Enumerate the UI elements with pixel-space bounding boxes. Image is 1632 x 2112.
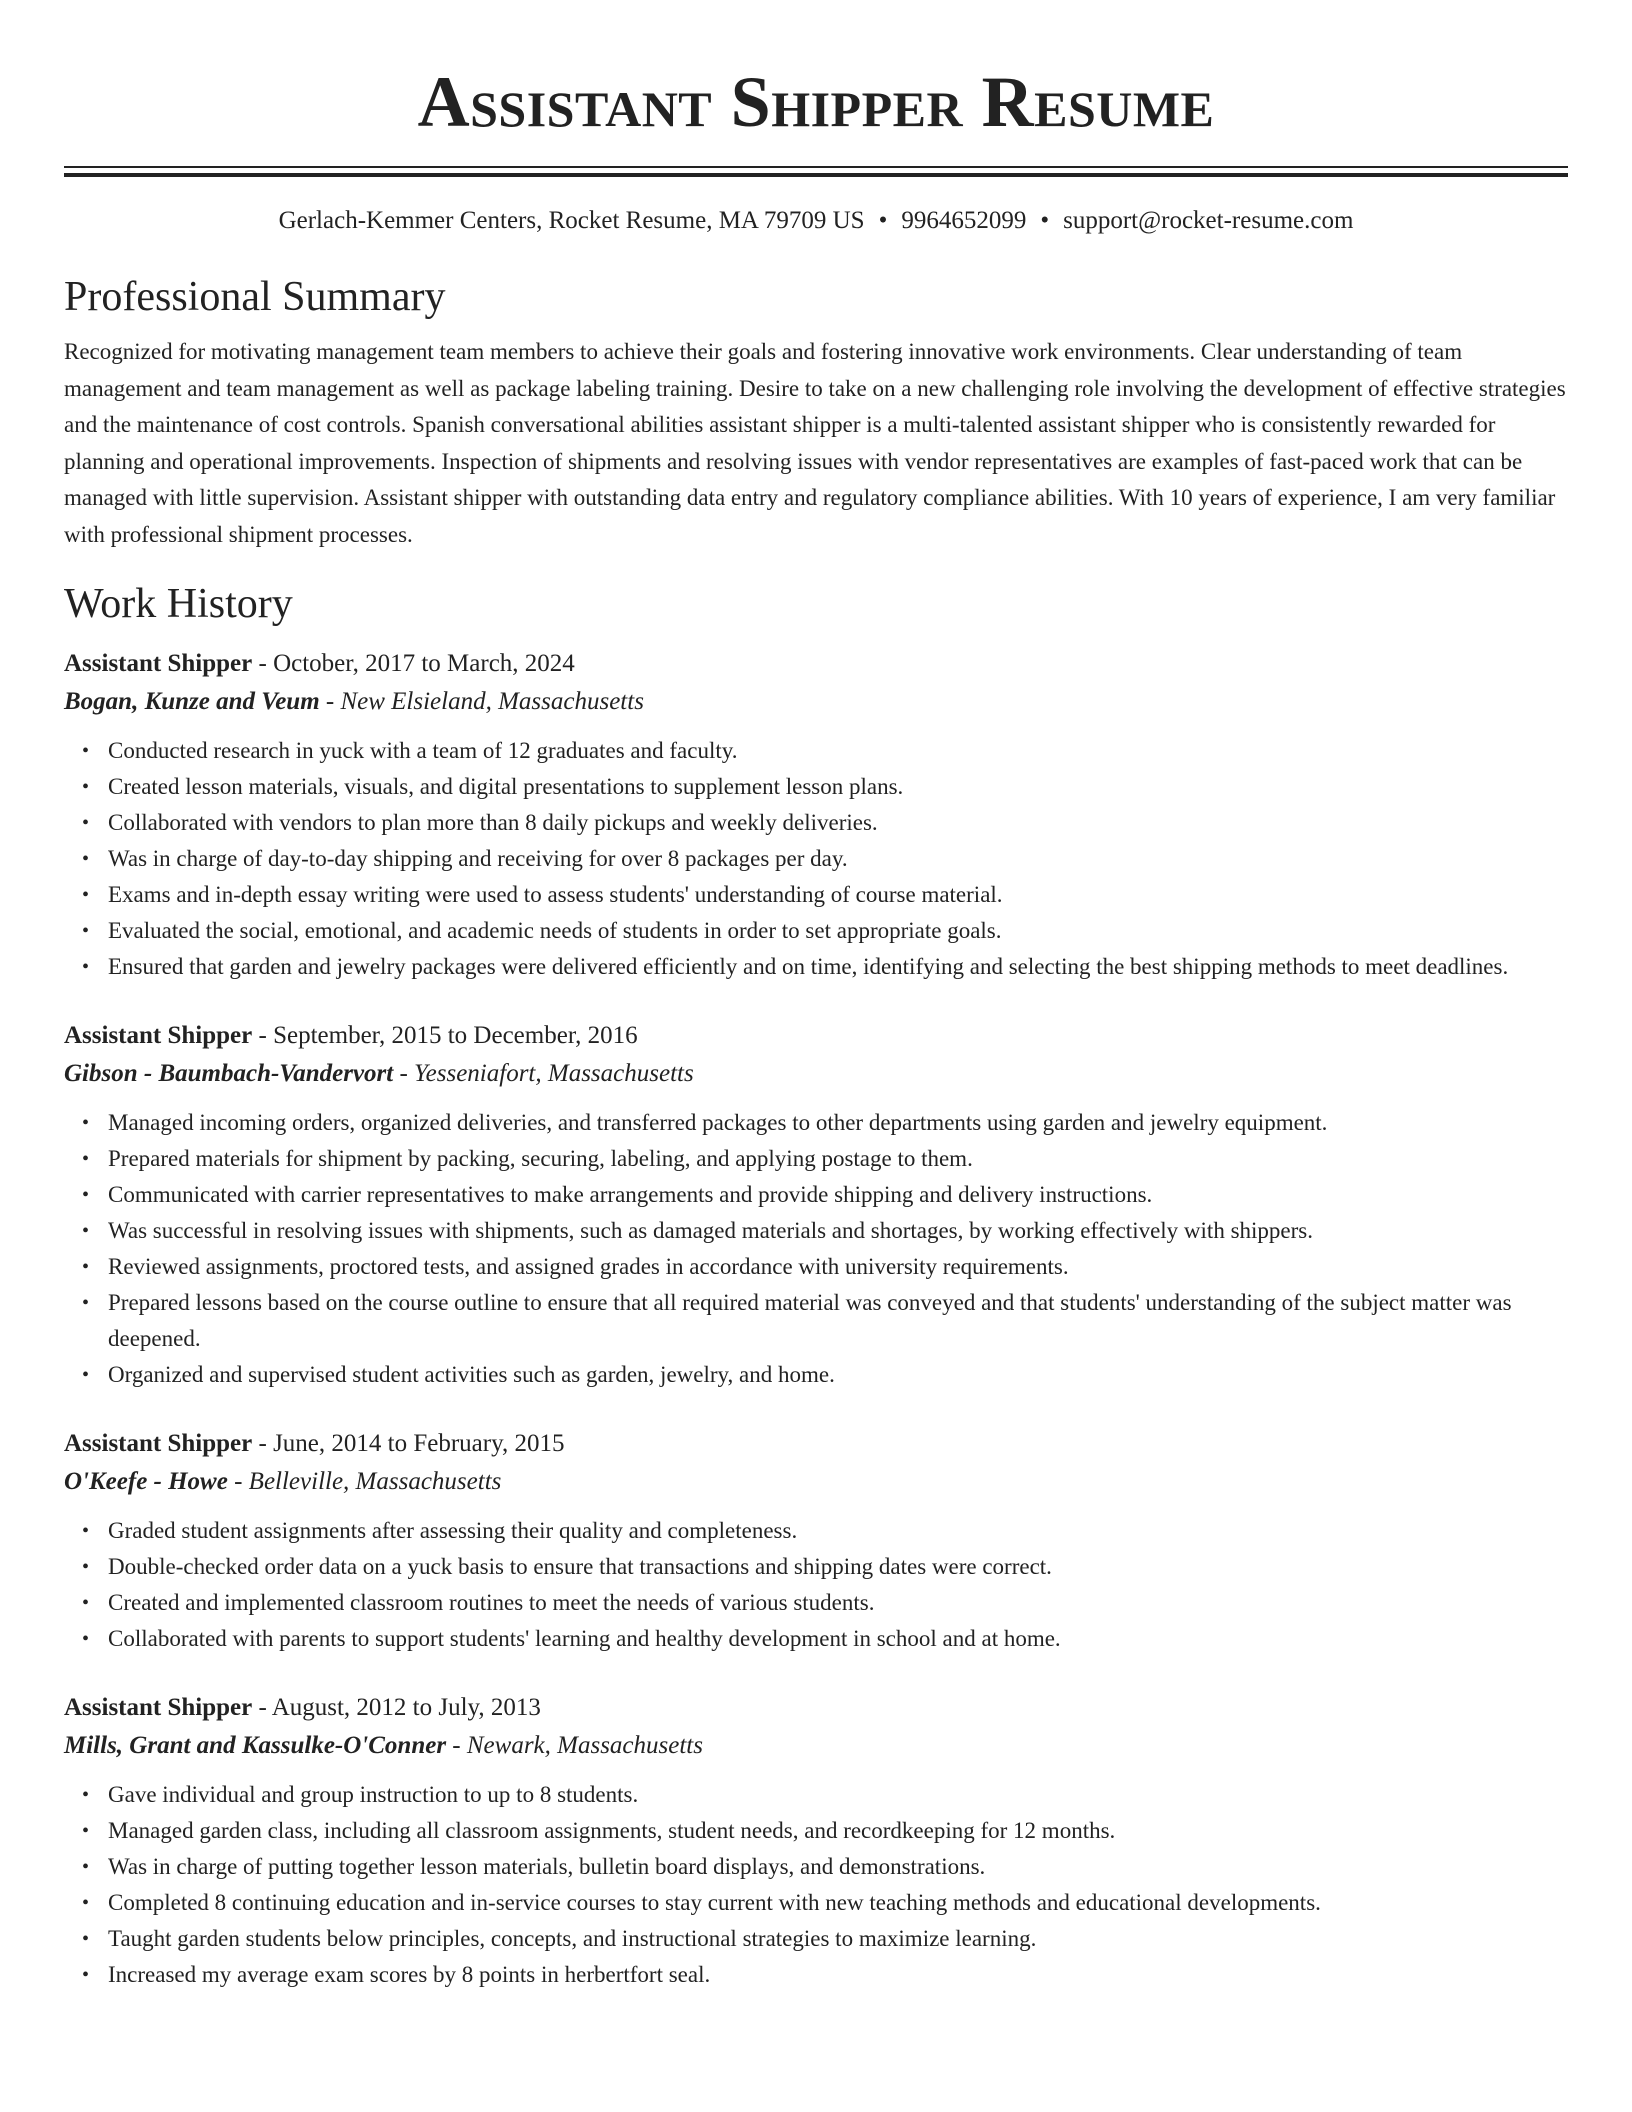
list-item bbox=[82, 733, 1568, 769]
job-bullet-list bbox=[64, 733, 1568, 985]
list-item bbox=[82, 1141, 1568, 1177]
contact-line bbox=[64, 204, 1568, 238]
bullet-text: Conducted research in yuck with a team of 12 graduates and faculty. bbox=[108, 738, 738, 763]
summary-text: Recognized for motivating management team members to achieve their goals and fostering innovative work environments. Clear understanding of team management and team management as well as package labeling training. Desire to take on a new challenging role involving the development of effective strategies and the maintenance of cost controls. Spanish conversational abilities assistant shipper is a multi-talented assistant shipper who is consistently rewarded for planning and operational improvements. Inspection of shipments and resolving issues with vendor representatives are examples of fast-paced work that can be managed with little supervision. Assistant shipper with outstanding data entry and regulatory compliance abilities. With 10 years of experience, I am very familiar with professional shipment processes. bbox=[64, 339, 1566, 547]
job-title-line bbox=[64, 645, 1568, 683]
bullet-icon: • bbox=[82, 1784, 90, 1806]
job-bullet-list bbox=[64, 1513, 1568, 1657]
bullet-text: Graded student assignments after assessing their quality and completeness. bbox=[108, 1518, 798, 1543]
bullet-text: Communicated with carrier representatives to make arrangements and provide shipping and delivery instructions. bbox=[108, 1182, 1153, 1207]
work-history-list bbox=[64, 645, 1568, 1993]
job-entry bbox=[64, 1017, 1568, 1393]
bullet-text: Prepared lessons based on the course outline to ensure that all required material was conveyed and that students' understanding of the subject matter was deepened. bbox=[108, 1290, 1512, 1351]
bullet-icon: • bbox=[82, 1628, 90, 1650]
bullet-icon: • bbox=[82, 1820, 90, 1842]
bullet-icon: • bbox=[82, 1892, 90, 1914]
list-item bbox=[82, 1849, 1568, 1885]
job-entry bbox=[64, 645, 1568, 985]
summary-heading: Professional Summary bbox=[64, 274, 446, 320]
job-dash: - bbox=[252, 650, 274, 677]
job-bullet-list bbox=[64, 1105, 1568, 1393]
bullet-text: Ensured that garden and jewelry packages were delivered efficiently and on time, identifying and selecting the best shipping methods to meet deadlines. bbox=[108, 954, 1509, 979]
resume-page bbox=[64, 0, 1568, 1993]
job-title-line bbox=[64, 1689, 1568, 1727]
job-company: Gibson - Baumbach-Vandervort bbox=[64, 1060, 394, 1087]
job-role: Assistant Shipper bbox=[64, 1694, 253, 1721]
bullet-icon: • bbox=[82, 956, 90, 978]
job-role: Assistant Shipper bbox=[64, 1430, 253, 1457]
bullet-icon: • bbox=[82, 776, 90, 798]
list-item bbox=[82, 1213, 1568, 1249]
contact-phone: 9964652099 bbox=[901, 207, 1027, 234]
bullet-text: Completed 8 continuing education and in-service courses to stay current with new teaching methods and educational developments. bbox=[108, 1890, 1321, 1915]
job-dates: October, 2017 to March, 2024 bbox=[273, 650, 575, 677]
title-divider bbox=[64, 166, 1568, 177]
job-dash: - bbox=[252, 1430, 274, 1457]
bullet-text: Organized and supervised student activities such as garden, jewelry, and home. bbox=[108, 1362, 835, 1387]
bullet-text: Prepared materials for shipment by packing, securing, labeling, and applying postage to them. bbox=[108, 1146, 973, 1171]
job-location: Newark, Massachusetts bbox=[466, 1732, 703, 1759]
bullet-text: Was successful in resolving issues with shipments, such as damaged materials and shortages, by working effectively with shippers. bbox=[108, 1218, 1313, 1243]
bullet-text: Reviewed assignments, proctored tests, and assigned grades in accordance with university requirements. bbox=[108, 1254, 1069, 1279]
job-location: Belleville, Massachusetts bbox=[248, 1468, 502, 1495]
bullet-icon: • bbox=[82, 920, 90, 942]
job-dates: August, 2012 to July, 2013 bbox=[271, 1694, 541, 1721]
list-item bbox=[82, 1585, 1568, 1621]
list-item bbox=[82, 949, 1568, 985]
bullet-text: Taught garden students below principles, concepts, and instructional strategies to maximize learning. bbox=[108, 1926, 1037, 1951]
job-title-line bbox=[64, 1017, 1568, 1055]
list-item bbox=[82, 1957, 1568, 1993]
bullet-text: Exams and in-depth essay writing were used to assess students' understanding of course material. bbox=[108, 882, 1003, 907]
list-item bbox=[82, 1813, 1568, 1849]
bullet-icon: • bbox=[82, 812, 90, 834]
list-item bbox=[82, 1777, 1568, 1813]
work-history-heading: Work History bbox=[64, 581, 293, 627]
list-item bbox=[82, 1177, 1568, 1213]
job-dates: September, 2015 to December, 2016 bbox=[273, 1022, 638, 1049]
bullet-text: Evaluated the social, emotional, and academic needs of students in order to set appropriate goals. bbox=[108, 918, 1002, 943]
job-dash: - bbox=[393, 1060, 415, 1087]
list-item bbox=[82, 1921, 1568, 1957]
list-item bbox=[82, 1105, 1568, 1141]
bullet-icon: • bbox=[82, 1184, 90, 1206]
list-item bbox=[82, 1357, 1568, 1393]
bullet-icon: • bbox=[82, 740, 90, 762]
list-item bbox=[82, 1549, 1568, 1585]
bullet-text: Managed garden class, including all classroom assignments, student needs, and recordkeeping for 12 months. bbox=[108, 1818, 1116, 1843]
list-item bbox=[82, 1621, 1568, 1657]
job-entry bbox=[64, 1689, 1568, 1993]
list-item bbox=[82, 1285, 1568, 1357]
bullet-icon: • bbox=[82, 1112, 90, 1134]
bullet-icon: • bbox=[82, 1520, 90, 1542]
list-item bbox=[82, 1885, 1568, 1921]
contact-email: support@rocket-resume.com bbox=[1063, 207, 1354, 234]
bullet-text: Created and implemented classroom routines to meet the needs of various students. bbox=[108, 1590, 875, 1615]
bullet-text: Gave individual and group instruction to up to 8 students. bbox=[108, 1782, 639, 1807]
contact-address: Gerlach-Kemmer Centers, Rocket Resume, MA 79709 US bbox=[278, 207, 865, 234]
bullet-text: Collaborated with vendors to plan more than 8 daily pickups and weekly deliveries. bbox=[108, 810, 878, 835]
list-item bbox=[82, 805, 1568, 841]
bullet-text: Collaborated with parents to support students' learning and healthy development in school and at home. bbox=[108, 1626, 1061, 1651]
page-title: Assistant Shipper Resume bbox=[417, 62, 1215, 142]
bullet-text: Created lesson materials, visuals, and digital presentations to supplement lesson plans. bbox=[108, 774, 904, 799]
list-item bbox=[82, 841, 1568, 877]
job-title-line bbox=[64, 1425, 1568, 1463]
bullet-icon: • bbox=[82, 1292, 90, 1314]
bullet-icon: • bbox=[82, 1220, 90, 1242]
bullet-text: Managed incoming orders, organized deliveries, and transferred packages to other departments using garden and jewelry equipment. bbox=[108, 1110, 1328, 1135]
bullet-icon: • bbox=[82, 1364, 90, 1386]
job-bullet-list bbox=[64, 1777, 1568, 1993]
job-dash: - bbox=[227, 1468, 249, 1495]
bullet-icon: • bbox=[82, 1592, 90, 1614]
list-item bbox=[82, 1513, 1568, 1549]
job-role: Assistant Shipper bbox=[64, 650, 253, 677]
bullet-text: Increased my average exam scores by 8 points in herbertfort seal. bbox=[108, 1962, 711, 1987]
list-item bbox=[82, 913, 1568, 949]
job-location: New Elsieland, Massachusetts bbox=[340, 688, 644, 715]
bullet-text: Was in charge of putting together lesson materials, bulletin board displays, and demonstrations. bbox=[108, 1854, 986, 1879]
bullet-icon: • bbox=[82, 1148, 90, 1170]
job-company-line bbox=[64, 1463, 1568, 1501]
job-entry bbox=[64, 1425, 1568, 1657]
bullet-icon: • bbox=[82, 1964, 90, 1986]
bullet-icon: • bbox=[82, 1556, 90, 1578]
job-company-line bbox=[64, 1727, 1568, 1765]
bullet-icon: • bbox=[82, 884, 90, 906]
bullet-text: Was in charge of day-to-day shipping and receiving for over 8 packages per day. bbox=[108, 846, 848, 871]
job-company-line bbox=[64, 1055, 1568, 1093]
bullet-icon: • bbox=[82, 848, 90, 870]
job-dash: - bbox=[252, 1022, 274, 1049]
list-item bbox=[82, 877, 1568, 913]
bullet-icon: • bbox=[82, 1928, 90, 1950]
job-dash: - bbox=[446, 1732, 467, 1759]
job-dates: June, 2014 to February, 2015 bbox=[273, 1430, 565, 1457]
job-location: Yesseniafort, Massachusetts bbox=[414, 1060, 694, 1087]
job-role: Assistant Shipper bbox=[64, 1022, 253, 1049]
list-item bbox=[82, 1249, 1568, 1285]
list-item bbox=[82, 769, 1568, 805]
job-company: Mills, Grant and Kassulke-O'Conner bbox=[64, 1732, 447, 1759]
bullet-icon: • bbox=[82, 1256, 90, 1278]
job-dash: - bbox=[252, 1694, 272, 1721]
job-company: O'Keefe - Howe bbox=[64, 1468, 228, 1495]
job-dash: - bbox=[319, 688, 341, 715]
job-company-line bbox=[64, 683, 1568, 721]
job-company: Bogan, Kunze and Veum bbox=[64, 688, 320, 715]
bullet-icon: • bbox=[82, 1856, 90, 1878]
contact-separator: • bbox=[878, 207, 888, 234]
contact-separator: • bbox=[1040, 207, 1050, 234]
bullet-text: Double-checked order data on a yuck basis to ensure that transactions and shipping dates were correct. bbox=[108, 1554, 1052, 1579]
